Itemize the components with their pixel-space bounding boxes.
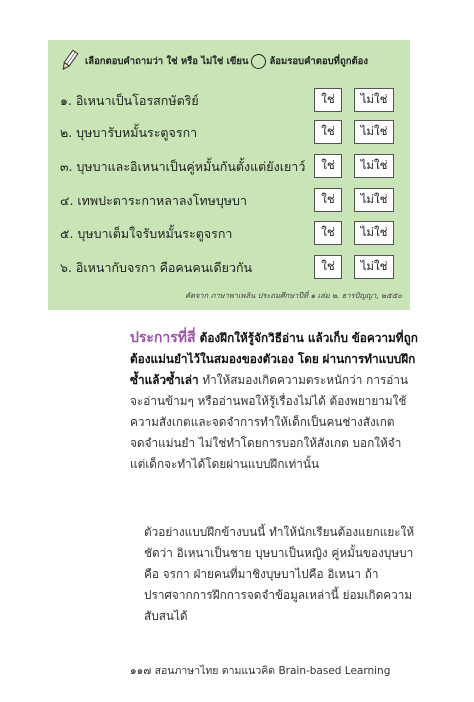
instruction-text-before: เลือกตอบคำถามว่า ใช่ หรือ ไม่ใช่ เขียน bbox=[85, 55, 249, 67]
pencil-icon bbox=[58, 49, 80, 73]
emphasis-text: ข้อความที่ถูกต้องแม่นยำไว้ในสมองของตัวเอง โดย bbox=[130, 331, 418, 366]
circle-symbol-icon bbox=[251, 54, 266, 69]
answer-no-box[interactable]: ไม่ใช่ bbox=[354, 154, 394, 178]
exercise-instruction bbox=[58, 49, 406, 73]
source-citation: คัดจาก ภาษาพาเพลิน ประถมศึกษาปีที่ ๑ เล่ม ๒. ธารปัญญา, ๒๕๕๐ bbox=[185, 291, 402, 300]
article-paragraph-2 bbox=[130, 522, 420, 627]
question-text: ๖. อิเหนากับจรกา คือคนคนเดียวกัน bbox=[60, 260, 253, 275]
answer-no-box[interactable]: ไม่ใช่ bbox=[354, 188, 394, 212]
question-text: ๒. บุษบารับหมั้นระตูจรกา bbox=[60, 125, 198, 140]
page-footer: ๑๑๗ สอนภาษาไทย ตามแนวคิด Brain-based Learning bbox=[130, 665, 391, 677]
answer-no-box[interactable]: ไม่ใช่ bbox=[354, 255, 394, 279]
exercise-box bbox=[48, 40, 410, 310]
question-text: ๑. อิเหนาเป็นโอรสกษัตริย์ bbox=[60, 93, 199, 108]
answer-no-box[interactable]: ไม่ใช่ bbox=[354, 88, 394, 112]
answer-yes-box[interactable]: ใช่ bbox=[314, 188, 342, 212]
answer-no-box[interactable]: ไม่ใช่ bbox=[354, 120, 394, 144]
instruction-text-after: ล้อมรอบคำตอบที่ถูกต้อง bbox=[269, 55, 368, 67]
question-text: ๓. บุษบาและอิเหนาเป็นคู่หมั้นกันตั้งแต่ยังเยาว์ bbox=[60, 159, 306, 174]
paragraph-body: ตัวอย่างแบบฝึกข้างบนนี้ ทำให้นักเรียนต้องแยกแยะให้ชัดว่า อิเหนาเป็นชาย บุษบาเป็นหญิง คู่หมั้นของบุษบาคือ จรกา ฝ่ายคนที่มาชิงบุษบาไปคือ อิเหนา ถ้าปราศจากการฝึกการจดจำข้อมูลเหล่านี้ ย่อมเกิดความสับสนได้ bbox=[144, 525, 415, 623]
question-row bbox=[48, 154, 410, 180]
answer-yes-box[interactable]: ใช่ bbox=[314, 221, 342, 245]
answer-yes-box[interactable]: ใช่ bbox=[314, 120, 342, 144]
question-text: ๕. บุษบาเต็มใจรับหมั้นระตูจรกา bbox=[60, 226, 233, 241]
article-paragraph-1 bbox=[130, 328, 420, 475]
section-heading: ประการที่สี่ bbox=[130, 330, 196, 346]
answer-no-box[interactable]: ไม่ใช่ bbox=[354, 221, 394, 245]
question-row bbox=[48, 88, 410, 114]
paragraph-body: ทำให้สมองเกิดความตระหนักว่า การอ่านจะอ่านข้ามๆ หรืออ่านพอให้รู้เรื่องไม่ได้ ต้องพยายามใช้ความสังเกตและจดจำการทำให้เด็กเป็นคนช่างสังเกต จดจำแม่นยำ ไม่ใช่ทำโดยการบอกให้สังเกต บอกให้จำ แต่เด็กจะทำได้โดยผ่านแบบฝึกเท่านั้น bbox=[130, 373, 409, 471]
question-row bbox=[48, 221, 410, 247]
emphasis-text: ผ่านการทำแบบฝึกซ้ำแล้วซ้ำเล่า bbox=[130, 352, 416, 387]
question-row bbox=[48, 255, 410, 281]
question-text: ๔. เทพปะตาระกาหลาลงโทษบุษบา bbox=[60, 193, 247, 208]
question-row bbox=[48, 120, 410, 146]
emphasis-text: ต้องฝึกให้รู้จักวิธีอ่าน แล้วเก็บ bbox=[195, 331, 348, 345]
answer-yes-box[interactable]: ใช่ bbox=[314, 154, 342, 178]
answer-yes-box[interactable]: ใช่ bbox=[314, 255, 342, 279]
question-row bbox=[48, 188, 410, 214]
answer-yes-box[interactable]: ใช่ bbox=[314, 88, 342, 112]
